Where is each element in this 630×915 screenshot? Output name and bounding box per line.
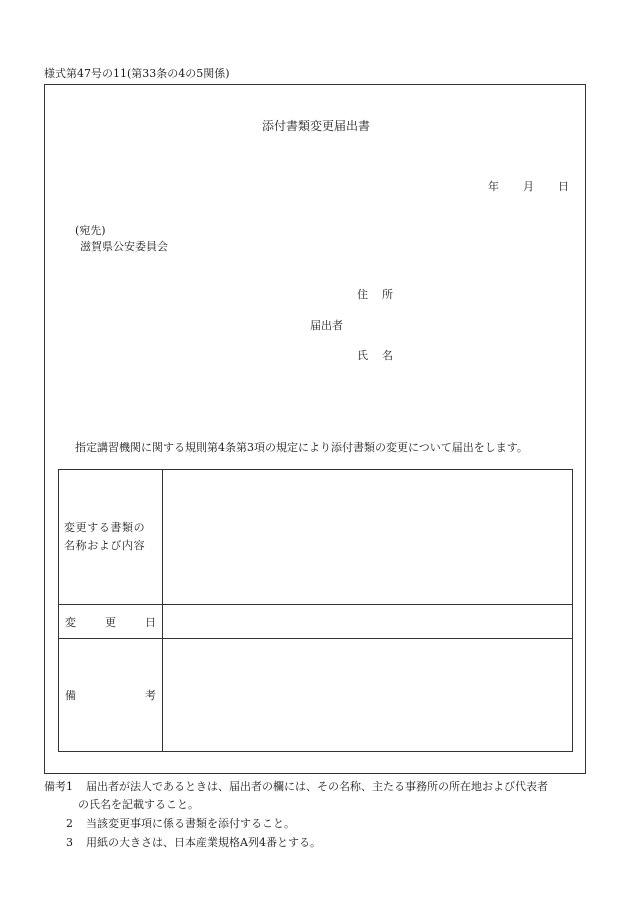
name-label-char2: 名 (382, 349, 393, 362)
change-date-char2: 更 (105, 615, 116, 629)
applicant-label: 届出者 (310, 319, 343, 332)
address-label-char2: 所 (382, 288, 393, 301)
notes-heading: 備考1 (44, 780, 73, 793)
document-row (59, 470, 573, 605)
document-label-line2: 名称および内容 (64, 539, 146, 552)
addressee-name: 滋賀県公安委員会 (80, 240, 168, 253)
document-label-cell (59, 470, 163, 605)
note-3-number: 3 (66, 836, 73, 849)
change-date-label-cell (59, 605, 163, 639)
date-month-label: 月 (523, 180, 534, 193)
form-number: 様式第47号の11(第33条の4の5関係) (44, 67, 230, 80)
document-label-line1: 変更する書類の (64, 521, 146, 534)
address-label-char1: 住 (357, 288, 368, 301)
change-table (58, 469, 573, 752)
note-3-text: 用紙の大きさは、日本産業規格A列4番とする。 (86, 836, 321, 849)
document-value-cell[interactable] (163, 470, 573, 605)
date-year-label: 年 (488, 180, 499, 193)
statement-text: 指定講習機関に関する規則第4条第3項の規定により添付書類の変更について届出をします。 (75, 441, 528, 454)
change-date-char3: 日 (145, 615, 156, 629)
addressee-prefix: (宛先) (75, 224, 106, 237)
remarks-row (59, 639, 573, 752)
note-2-text: 当該変更事項に係る書類を添付すること。 (86, 817, 295, 830)
remarks-label-cell (59, 639, 163, 752)
remarks-value-cell[interactable] (163, 639, 573, 752)
note-1-line1: 届出者が法人であるときは、届出者の欄には、その名称、主たる事務所の所在地および代表者 (86, 780, 548, 793)
change-date-char1: 変 (65, 615, 76, 629)
remarks-char2: 考 (145, 689, 156, 702)
form-title: 添付書類変更届出書 (262, 119, 371, 133)
change-date-row (59, 605, 573, 639)
name-label-char1: 氏 (357, 349, 368, 362)
change-date-value-cell[interactable] (163, 605, 573, 639)
date-day-label: 日 (558, 180, 569, 193)
note-2-number: 2 (66, 817, 73, 830)
remarks-char1: 備 (65, 689, 76, 702)
note-1-line2: の氏名を記載すること。 (78, 798, 199, 811)
